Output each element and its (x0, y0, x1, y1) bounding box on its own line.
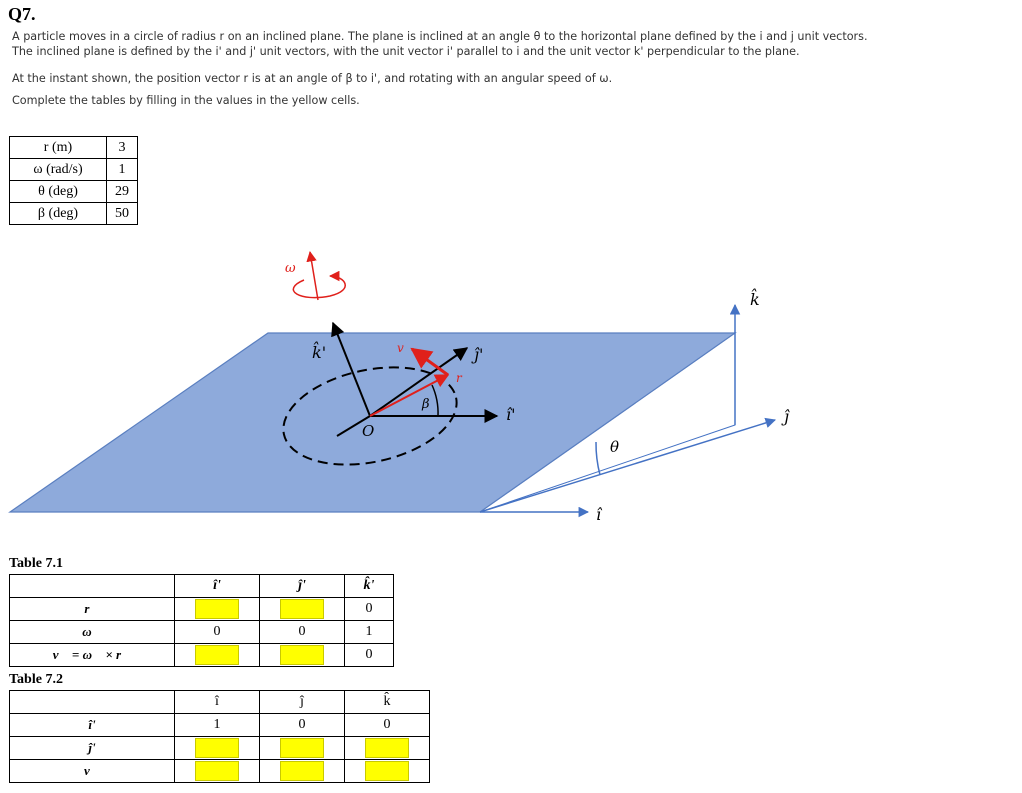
cell-jprime-j[interactable] (260, 737, 345, 760)
param-label: θ (deg) (10, 181, 107, 203)
cell-v-k-prime: 0 (345, 644, 394, 667)
omega-rotation-arrow (293, 276, 345, 298)
cell-omega-k-prime: 1 (345, 621, 394, 644)
cell-v-j[interactable] (260, 760, 345, 783)
cell-r-j-prime[interactable] (260, 598, 345, 621)
cell-v-j-prime[interactable] (260, 644, 345, 667)
i-hat-label: î (596, 505, 602, 524)
cell-omega-j-prime: 0 (260, 621, 345, 644)
question-number: Q7. (8, 4, 36, 24)
row-label-j-prime: ĵ' (10, 737, 175, 760)
param-label: r (m) (10, 137, 107, 159)
cell-omega-i-prime: 0 (175, 621, 260, 644)
param-label: ω (rad/s) (10, 159, 107, 181)
table-header-cell (10, 691, 175, 714)
i-prime-label: î' (506, 405, 516, 424)
header-j-hat: ĵ (260, 691, 345, 714)
cell-v-i[interactable] (175, 760, 260, 783)
yellow-input-cell[interactable] (280, 738, 324, 758)
table-row-omega (10, 621, 394, 644)
table-header-row (10, 575, 394, 598)
row-label-i-prime: î' (10, 714, 175, 737)
yellow-input-cell[interactable] (280, 761, 324, 781)
table-row-r (10, 598, 394, 621)
cell-iprime-i: 1 (175, 714, 260, 737)
table-7-2 (9, 690, 430, 783)
j-prime-label: ĵ' (474, 345, 484, 364)
cell-jprime-i[interactable] (175, 737, 260, 760)
yellow-input-cell[interactable] (280, 599, 324, 619)
param-label: β (deg) (10, 203, 107, 225)
row-label-omega: ω⃗ (10, 621, 175, 644)
cell-iprime-k: 0 (345, 714, 430, 737)
table-row-v (10, 760, 430, 783)
param-value: 3 (107, 137, 138, 159)
cell-iprime-j: 0 (260, 714, 345, 737)
table-7-1-caption: Table 7.1 (9, 556, 63, 571)
cell-jprime-k[interactable] (345, 737, 430, 760)
table-header-cell (10, 575, 175, 598)
cell-v-i-prime[interactable] (175, 644, 260, 667)
header-i-hat: î (175, 691, 260, 714)
table-7-2-caption: Table 7.2 (9, 672, 63, 687)
cell-r-k-prime: 0 (345, 598, 394, 621)
k-prime-label: k̂' (312, 343, 327, 362)
theta-label: θ (610, 438, 620, 456)
yellow-input-cell[interactable] (195, 599, 239, 619)
question-line-3: At the instant shown, the position vector r is at an angle of β to i', and rotating with an angular speed of ω. (12, 72, 613, 85)
yellow-input-cell[interactable] (195, 761, 239, 781)
table-row-v (10, 644, 394, 667)
beta-label: β (422, 397, 430, 412)
table-row-i-prime (10, 714, 430, 737)
omega-label: ω (285, 261, 296, 276)
yellow-input-cell[interactable] (195, 645, 239, 665)
origin-label: O (362, 422, 375, 440)
yellow-input-cell[interactable] (365, 738, 409, 758)
param-value: 29 (107, 181, 138, 203)
header-k-prime: k̂' (345, 575, 394, 598)
v-label: v (397, 341, 404, 355)
yellow-input-cell[interactable] (195, 738, 239, 758)
k-hat-label: k̂ (750, 290, 760, 309)
r-label: r (456, 371, 462, 385)
question-line-4: Complete the tables by filling in the values in the yellow cells. (12, 94, 360, 107)
omega-axis (310, 252, 318, 300)
header-j-prime: ĵ' (260, 575, 345, 598)
param-value: 1 (107, 159, 138, 181)
cell-r-i-prime[interactable] (175, 598, 260, 621)
yellow-input-cell[interactable] (365, 761, 409, 781)
param-value: 50 (107, 203, 138, 225)
header-k-hat: k̂ (345, 691, 430, 714)
yellow-input-cell[interactable] (280, 645, 324, 665)
table-row-j-prime (10, 737, 430, 760)
row-label-r: r⃗ (10, 598, 175, 621)
header-i-prime: î' (175, 575, 260, 598)
cell-v-k[interactable] (345, 760, 430, 783)
row-label-v: v⃗ = ω⃗ × r⃗ (10, 644, 175, 667)
row-label-v: v⃗ (10, 760, 175, 783)
question-line-2: The inclined plane is defined by the i' and j' unit vectors, with the unit vector i' parallel to i and the unit vector k' perpendicular to the plane. (12, 45, 800, 58)
j-hat-label: ĵ (784, 407, 789, 426)
question-line-1: A particle moves in a circle of radius r on an inclined plane. The plane is inclined at an angle θ to the horizontal plane defined by the i and j unit vectors. (12, 30, 868, 43)
table-header-row (10, 691, 430, 714)
table-7-1 (9, 574, 394, 667)
